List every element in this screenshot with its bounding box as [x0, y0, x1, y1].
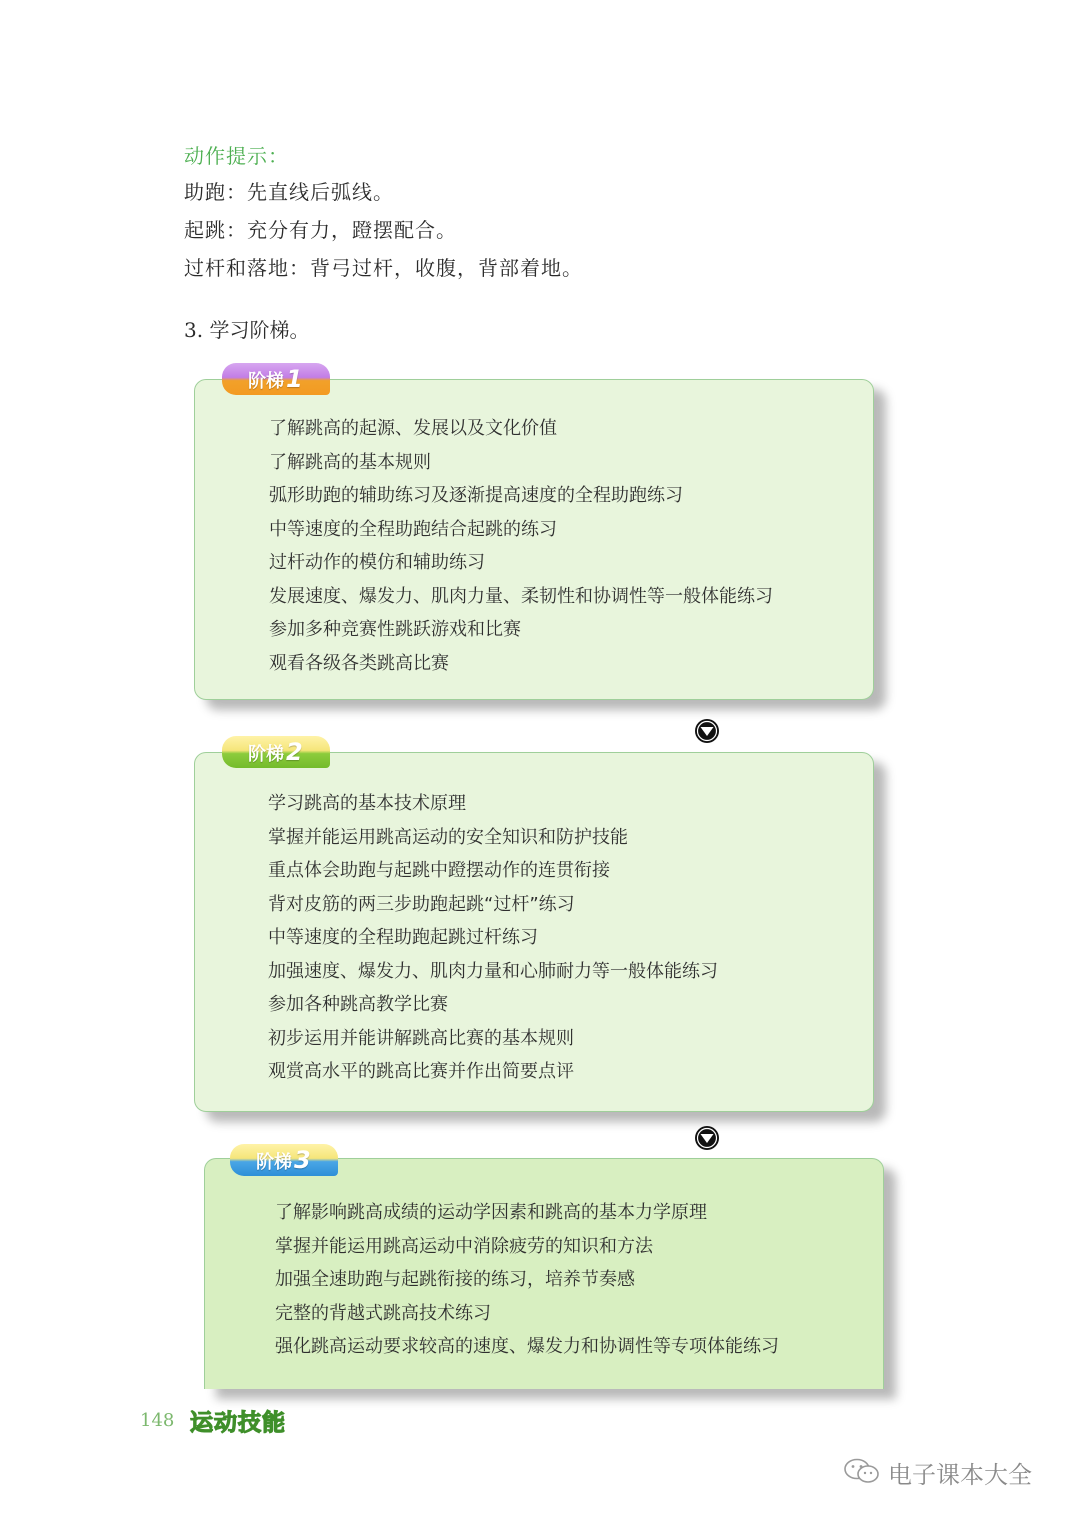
hint-title: 动作提示：	[184, 144, 289, 168]
hint-line-takeoff: 起跳：充分有力，蹬摆配合。	[184, 218, 457, 242]
list-item: 掌握并能运用跳高运动的安全知识和防护技能	[268, 826, 628, 848]
page-number: 148	[140, 1410, 175, 1431]
list-item: 过杆动作的模仿和辅助练习	[269, 552, 485, 573]
ladder-1-card	[194, 379, 874, 700]
ladder-1-list	[269, 412, 773, 680]
list-item: 了解跳高的起源、发展以及文化价值	[269, 418, 557, 439]
watermark-text: 电子课本大全	[888, 1461, 1032, 1489]
ladder-3-tab-number: 3	[294, 1146, 311, 1174]
ladder-2-tab-label: 阶梯	[248, 744, 284, 765]
list-item: 弧形助跑的辅助练习及逐渐提高速度的全程助跑练习	[269, 485, 683, 506]
ladder-3-tab-label: 阶梯	[256, 1152, 292, 1173]
list-item: 观看各级各类跳高比赛	[269, 652, 449, 674]
list-item: 了解影响跳高成绩的运动学因素和跳高的基本力学原理	[275, 1202, 707, 1223]
hint-line-run-up: 助跑：先直线后弧线。	[184, 180, 394, 204]
down-arrow-icon	[694, 1125, 720, 1151]
list-item: 掌握并能运用跳高运动中消除疲劳的知识和方法	[275, 1235, 653, 1257]
ladder-3-tab	[230, 1144, 338, 1176]
list-item: 参加多种竞赛性跳跃游戏和比赛	[269, 619, 521, 640]
ladder-2-list	[268, 787, 718, 1089]
ladder-2-tab-number: 2	[286, 738, 303, 766]
list-item: 完整的背越式跳高技术练习	[275, 1302, 491, 1324]
list-item: 参加各种跳高教学比赛	[268, 994, 448, 1015]
ladder-1-tab-label: 阶梯	[248, 371, 284, 392]
list-item: 重点体会助跑与起跳中蹬摆动作的连贯衔接	[268, 860, 610, 881]
ladder-2-card	[194, 752, 874, 1112]
ladder-3-list	[275, 1196, 779, 1364]
ladder-3-card	[204, 1158, 884, 1389]
list-item: 学习跳高的基本技术原理	[268, 793, 466, 814]
list-item: 初步运用并能讲解跳高比赛的基本规则	[268, 1027, 574, 1049]
list-item: 发展速度、爆发力、肌肉力量、柔韧性和协调性等一般体能练习	[269, 585, 773, 607]
list-item: 中等速度的全程助跑结合起跳的练习	[269, 518, 557, 540]
list-item: 强化跳高运动要求较高的速度、爆发力和协调性等专项体能练习	[275, 1336, 779, 1357]
ladder-1-tab	[222, 363, 330, 395]
list-item: 背对皮筋的两三步助跑起跳“过杆”练习	[268, 893, 575, 915]
hint-line-clearance-landing: 过杆和落地：背弓过杆，收腹，背部着地。	[184, 256, 583, 280]
wechat-icon	[842, 1457, 882, 1485]
list-item: 中等速度的全程助跑起跳过杆练习	[268, 927, 538, 948]
book-title: 运动技能	[190, 1410, 286, 1436]
ladder-1-tab-number: 1	[286, 365, 303, 393]
list-item: 了解跳高的基本规则	[269, 451, 431, 473]
down-arrow-icon	[694, 718, 720, 744]
list-item: 加强速度、爆发力、肌肉力量和心肺耐力等一般体能练习	[268, 960, 718, 982]
ladder-2-tab	[222, 736, 330, 768]
list-item: 观赏高水平的跳高比赛并作出简要点评	[268, 1061, 574, 1082]
list-item: 加强全速助跑与起跳衔接的练习，培养节奏感	[275, 1269, 635, 1290]
section-heading: 3. 学习阶梯。	[184, 318, 310, 342]
